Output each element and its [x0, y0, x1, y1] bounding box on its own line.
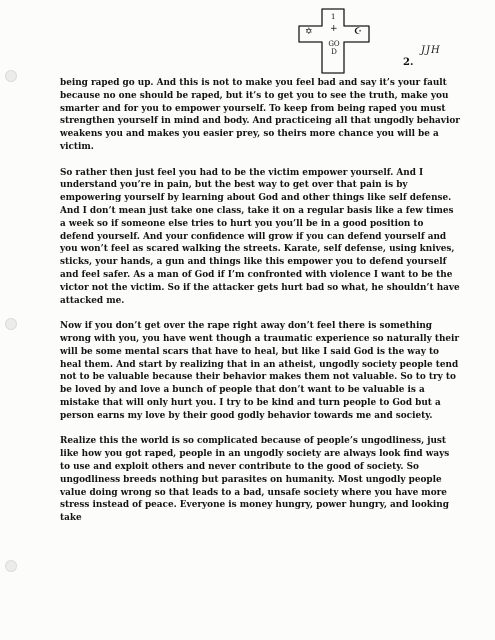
star-of-david-icon: ✡	[305, 27, 313, 37]
star-and-crescent-icon: ☪	[354, 27, 363, 37]
cross-god-text: GOD	[328, 40, 340, 56]
page-number: 2.	[403, 57, 414, 68]
author-initials: JJH	[421, 45, 441, 56]
binder-hole	[5, 560, 17, 572]
binder-hole	[5, 70, 17, 82]
body-text	[60, 77, 460, 538]
paragraph: being raped go up. And this is not to make you feel bad and say it’s your fault because no one should be raped, but it’s to get you to see the truth, make you smarter and for you to empower yourself. To keep from being raped you must strengthen yourself in mind and body. And practiceing all that ungodly behavior weakens you and makes you easier prey, so theirs more chance you will be a victim.	[60, 78, 460, 152]
binder-hole	[5, 318, 17, 330]
cross-number: 1	[331, 13, 336, 21]
cross-plus: +	[330, 24, 338, 34]
paragraph: So rather then just feel you had to be the victim empower yourself. And I understand you’re in pain, but the best way to get over that pain is by empowering yourself by learning about God and other things like self defense. And I don’t mean just take one class, take it on a regular basis like a few times a week so if someone else tries to hurt you you’ll be in a good position to defend yourself. And your confidence will grow if you can defend yourself and you won’t feel as scared walking the streets. Karate, self defense, using knives, sticks, your hands, a gun and things like this empower you to defend yourself and feel safer. As a man of God if I’m confronted with violence I want to be the victor not the victim. So if the attacker gets hurt bad so what, he shouldn’t have attacked me.	[60, 167, 460, 306]
hand-drawn-cross-icon	[296, 6, 372, 76]
paragraph: Now if you don’t get over the rape right away don’t feel there is something wrong with you, you have went though a traumatic experience so naturally their will be some mental scars that have to heal, but like I said God is the way to heal them. And start by realizing that in an atheist, ungodly society people tend not to be valuable because their behavior makes them not valuable. So to try to be loved by and love a bunch of people that don’t want to be valuable is a mistake that will only hurt you. I try to be kind and turn people to God but a person earns my love by their good godly behavior towards me and society.	[60, 321, 460, 421]
paragraph: Realize this the world is so complicated because of people’s ungodliness, just like how you got raped, people in an ungodly society are always look find ways to use and exploit others and never contribute to the good of society. So ungodliness breeds nothing but parasites on humanity. Most ungodly people value doing wrong so that leads to a bad, unsafe society where you have more stress instead of peace. Everyone is money hungry, power hungry, and looking take	[60, 436, 450, 524]
